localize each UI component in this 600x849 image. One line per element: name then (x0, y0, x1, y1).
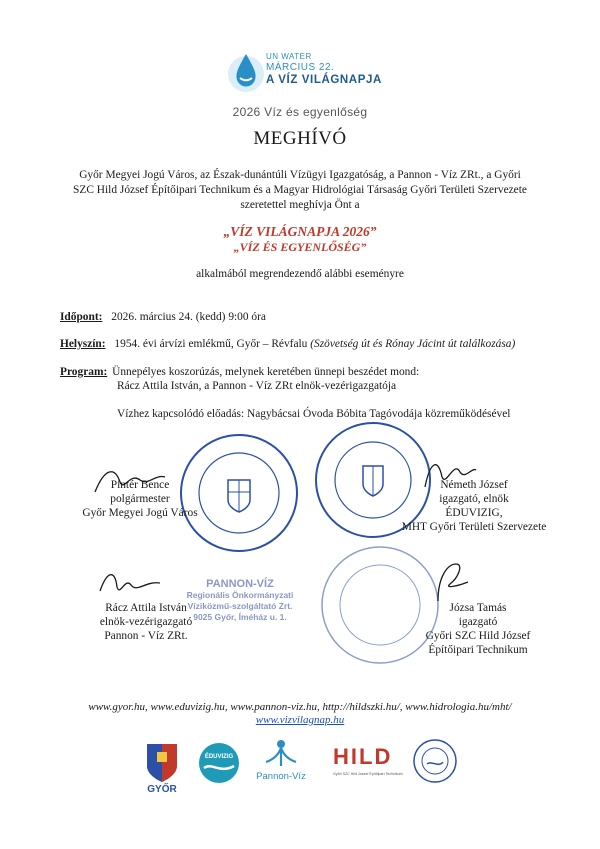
eduvizig-logo (198, 742, 240, 784)
hild-logo (333, 744, 407, 784)
signatory-org: Győri SZC Hild József (425, 630, 531, 642)
signatory-role: igazgató (458, 616, 498, 628)
event-subtitle: „VÍZ ÉS EGYENLŐSÉG” (233, 240, 367, 254)
header-un-water: UN WATER (266, 52, 312, 61)
pannon-stamp-line-1: Regionális Önkormányzati (186, 590, 294, 600)
intro-line-3: szeretettel meghívja Önt a (240, 199, 360, 211)
mht-seal-icon (412, 738, 458, 784)
water-drop-icon (226, 48, 266, 98)
main-link[interactable]: www.vizvilagnap.hu (255, 714, 345, 726)
intro-line-1: Győr Megyei Jogú Város, az Észak-dunántúli Vízügyi Igazgatóság, a Pannon - Víz ZRt., a Győri (79, 169, 521, 181)
place-label: Helyszín: (60, 338, 106, 350)
time-value: 2026. március 24. (kedd) 9:00 óra (111, 311, 266, 323)
signatory-org: ÉDUVIZIG, (445, 507, 503, 519)
signatory-name: Pintér Bence (110, 479, 170, 491)
program-line-2: Rácz Attila István, a Pannon - Víz ZRt elnök-vezérigazgatója (117, 380, 397, 392)
program-line-3: Vízhez kapcsolódó előadás: Nagybácsai Óvoda Bóbita Tagóvodája közreműködésével (117, 408, 511, 420)
intro-line-2: SZC Hild József Építőipari Technikum és a Magyar Hidrológiai Társaság Győri Területi Szervezete (73, 184, 527, 196)
header-date: MÁRCIUS 22. (266, 62, 335, 73)
signatory-name: Józsa Tamás (449, 602, 507, 614)
signatory-name: Rácz Attila István (105, 602, 187, 614)
signatory-org: Győr Megyei Jogú Város (82, 507, 198, 519)
program-line-1: Ünnepélyes koszorúzás, melynek keretében ünnepi beszédet mond: (112, 366, 420, 378)
gyor-logo (143, 740, 181, 800)
signature-racz (95, 563, 165, 603)
pannon-stamp-title: PANNON-VÍZ (206, 578, 274, 590)
eduvizig-label: ÉDUVIZIG (204, 754, 234, 760)
signatory-pinter (40, 478, 240, 520)
program-row (60, 366, 419, 378)
header-title: A VÍZ VILÁGNAPJA (266, 74, 382, 86)
header-subtitle: 2026 Víz és egyenlőség (232, 105, 368, 119)
signatory-org-2: Építőipari Technikum (428, 644, 528, 656)
gyor-crest-icon (143, 740, 181, 784)
document-title: MEGHÍVÓ (253, 128, 347, 149)
place-note: (Szövetség út és Rónay Jácint út találkozása) (310, 338, 516, 350)
signatory-org: Pannon - Víz ZRt. (104, 630, 188, 642)
intro-text (40, 168, 560, 213)
signature-jozsa (428, 556, 478, 606)
signatory-role: igazgató, elnök (439, 493, 509, 505)
hild-label: HILD (333, 744, 393, 769)
place-value: 1954. évi árvízi emlékmű, Győr – Révfalu (114, 338, 308, 350)
signatory-org-2: MHT Győri Területi Szervezete (401, 521, 547, 533)
time-label: Időpont: (60, 311, 103, 323)
time-row (60, 311, 266, 323)
pannon-stamp-line-3: 9025 Győr, Íméház u. 1. (193, 612, 287, 622)
signatory-racz (46, 601, 246, 643)
pannon-label: Pannon-Víz (256, 771, 306, 782)
event-title: „VÍZ VILÁGNAPJA 2026” (223, 224, 377, 239)
eduvizig-icon (198, 742, 240, 784)
signatory-nemeth (374, 478, 574, 534)
footer-links[interactable]: www.gyor.hu, www.eduvizig.hu, www.pannon-viz.hu, http://hildszki.hu/, www.hidrologia.hu/mht/ (88, 701, 512, 713)
occasion-text: alkalmából megrendezendő alábbi eseményre (196, 268, 404, 280)
place-row (60, 338, 515, 350)
program-label: Program: (60, 366, 108, 378)
pannon-figure-icon (252, 738, 310, 772)
gyor-label: GYŐR (147, 784, 177, 795)
signatory-role: elnök-vezérigazgató (99, 616, 193, 628)
signatory-name: Németh József (440, 479, 508, 491)
signatory-role: polgármester (110, 493, 170, 505)
mht-logo (412, 738, 458, 784)
pannon-stamp-line-2: Víziközmű-szolgáltató Zrt. (187, 601, 293, 611)
hild-sublabel: Győri SZC Hild József Építőipari Technikum (333, 772, 403, 776)
pannon-viz-logo (252, 738, 310, 788)
signatory-jozsa (378, 601, 578, 657)
